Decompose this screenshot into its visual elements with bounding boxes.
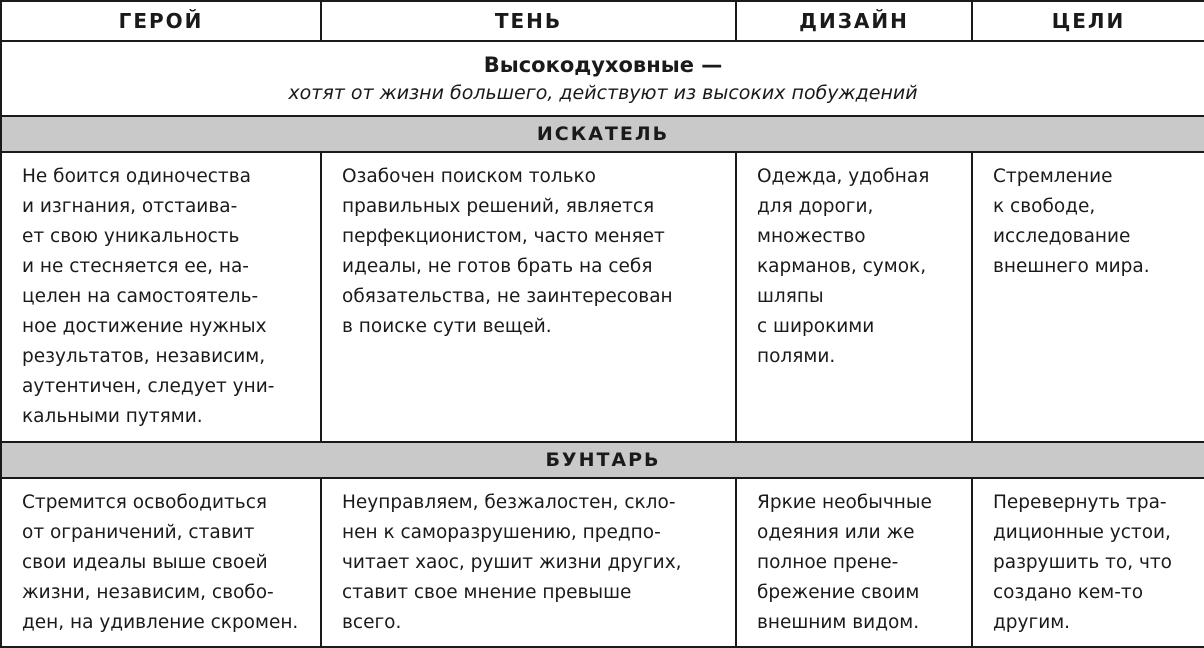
seeker-design-cell: Одежда, удобная для дороги, множество карманов, сумок, шляпы с широкими полями. [736,152,972,442]
group-description: хотят от жизни большего, действуют из высоких побуждений [288,81,918,104]
group-heading [1,41,1204,116]
section-row-rebel [1,442,1204,478]
seeker-shadow-cell: Озабочен поиском только правильных решений, является перфекционистом, часто меняет идеалы, не готов брать на себя обязательства, не заинтересован в поиске сути вещей. [321,152,736,442]
column-header-design: ДИЗАЙН [736,1,972,41]
seeker-hero-cell: Не боится одиночества и изгнания, отстаива- ет свою уникальность и не стесняется ее, на- целен на самостоятель- ное достижение нужных результатов, независим, аутентичен, следует уни- кальными путями. [1,152,321,442]
section-title-rebel: БУНТАРЬ [1,442,1204,478]
header-row [1,1,1204,41]
rebel-hero-cell: Стремится освободиться от ограничений, ставит свои идеалы выше своей жизни, независим, свобо- ден, на удивление скромен. [1,478,321,647]
group-row [1,41,1204,116]
column-header-goals: ЦЕЛИ [972,1,1204,41]
column-header-hero: ГЕРОЙ [1,1,321,41]
section-title-seeker: ИСКАТЕЛЬ [1,116,1204,152]
group-title: Высокодуховные — [483,52,723,77]
table-row-seeker [1,152,1204,442]
rebel-design-cell: Яркие необычные одеяния или же полное прене- брежение своим внешним видом. [736,478,972,647]
seeker-goals-cell: Стремление к свободе, исследование внешнего мира. [972,152,1204,442]
table-row-rebel [1,478,1204,647]
rebel-goals-cell: Перевернуть тра- диционные устои, разрушить то, что создано кем-то другим. [972,478,1204,647]
rebel-shadow-cell: Неуправляем, безжалостен, скло- нен к саморазрушению, предпо- читает хаос, рушит жизни других, ставит свое мнение превыше всего. [321,478,736,647]
column-header-shadow: ТЕНЬ [321,1,736,41]
section-row-seeker [1,116,1204,152]
